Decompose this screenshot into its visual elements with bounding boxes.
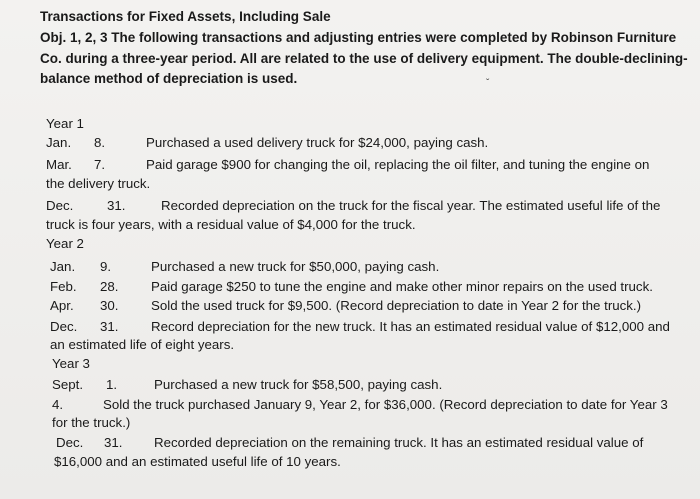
entry-text-cont: for the truck.) bbox=[52, 415, 131, 430]
entry-month: Dec. bbox=[46, 198, 74, 213]
entry-month: Mar. bbox=[46, 157, 72, 172]
entry-day: 9. bbox=[100, 259, 112, 274]
entry-day: 1. bbox=[106, 377, 118, 392]
entry-text: Record depreciation for the new truck. It has an estimated residual value of $12,000 and bbox=[151, 319, 670, 334]
year3-label: Year 3 bbox=[52, 356, 90, 371]
entry-text: Sold the truck purchased January 9, Year 2, for $36,000. (Record depreciation to date for Year 3 bbox=[103, 397, 668, 412]
problem-header bbox=[40, 6, 695, 90]
entry-text-cont: the delivery truck. bbox=[46, 176, 151, 191]
entry-day: 7. bbox=[94, 157, 106, 172]
entry-text: Recorded depreciation on the remaining truck. It has an estimated residual value of bbox=[154, 435, 644, 450]
entry-day: 31. bbox=[107, 198, 126, 213]
cursor-mark: ˇ bbox=[486, 78, 490, 89]
entry-text: Paid garage $250 to tune the engine and make other minor repairs on the used truck. bbox=[151, 279, 653, 294]
year2-label: Year 2 bbox=[46, 236, 84, 251]
entry-month: Apr. bbox=[50, 298, 74, 313]
problem-title: Transactions for Fixed Assets, Including Sale bbox=[40, 9, 331, 24]
entry-month: Jan. bbox=[50, 259, 76, 274]
entry-text: Paid garage $900 for changing the oil, replacing the oil filter, and tuning the engine on bbox=[146, 157, 650, 172]
entry-month: Jan. bbox=[46, 135, 72, 150]
entry-month: Dec. bbox=[56, 435, 84, 450]
entry-day: 28. bbox=[100, 279, 119, 294]
entry-text-cont: truck is four years, with a residual value of $4,000 for the truck. bbox=[46, 217, 416, 232]
entry-text: Recorded depreciation on the truck for the fiscal year. The estimated useful life of the bbox=[161, 198, 661, 213]
entry-text: Purchased a used delivery truck for $24,000, paying cash. bbox=[146, 135, 489, 150]
problem-intro: Obj. 1, 2, 3 The following transactions and adjusting entries were completed by Robinson Furniture Co. during a three-year period. All are related to the use of delivery equipment. The double-declining-balance method of depreciation is used. bbox=[40, 30, 688, 86]
entry-month: 4. bbox=[52, 397, 64, 412]
entry-day: 31. bbox=[100, 319, 119, 334]
entry-day: 8. bbox=[94, 135, 106, 150]
entry-day: 30. bbox=[100, 298, 119, 313]
entry-month: Dec. bbox=[50, 319, 78, 334]
entry-text-cont: $16,000 and an estimated useful life of 10 years. bbox=[54, 454, 341, 469]
entry-text-cont: an estimated life of eight years. bbox=[50, 337, 235, 352]
entry-month: Sept. bbox=[52, 377, 84, 392]
year1-label: Year 1 bbox=[46, 116, 84, 131]
entry-text: Sold the used truck for $9,500. (Record depreciation to date in Year 2 for the truck.) bbox=[151, 298, 642, 313]
entry-text: Purchased a new truck for $58,500, paying cash. bbox=[154, 377, 443, 392]
entry-day: 31. bbox=[104, 435, 123, 450]
entry-month: Feb. bbox=[50, 279, 77, 294]
entry-text: Purchased a new truck for $50,000, paying cash. bbox=[151, 259, 440, 274]
